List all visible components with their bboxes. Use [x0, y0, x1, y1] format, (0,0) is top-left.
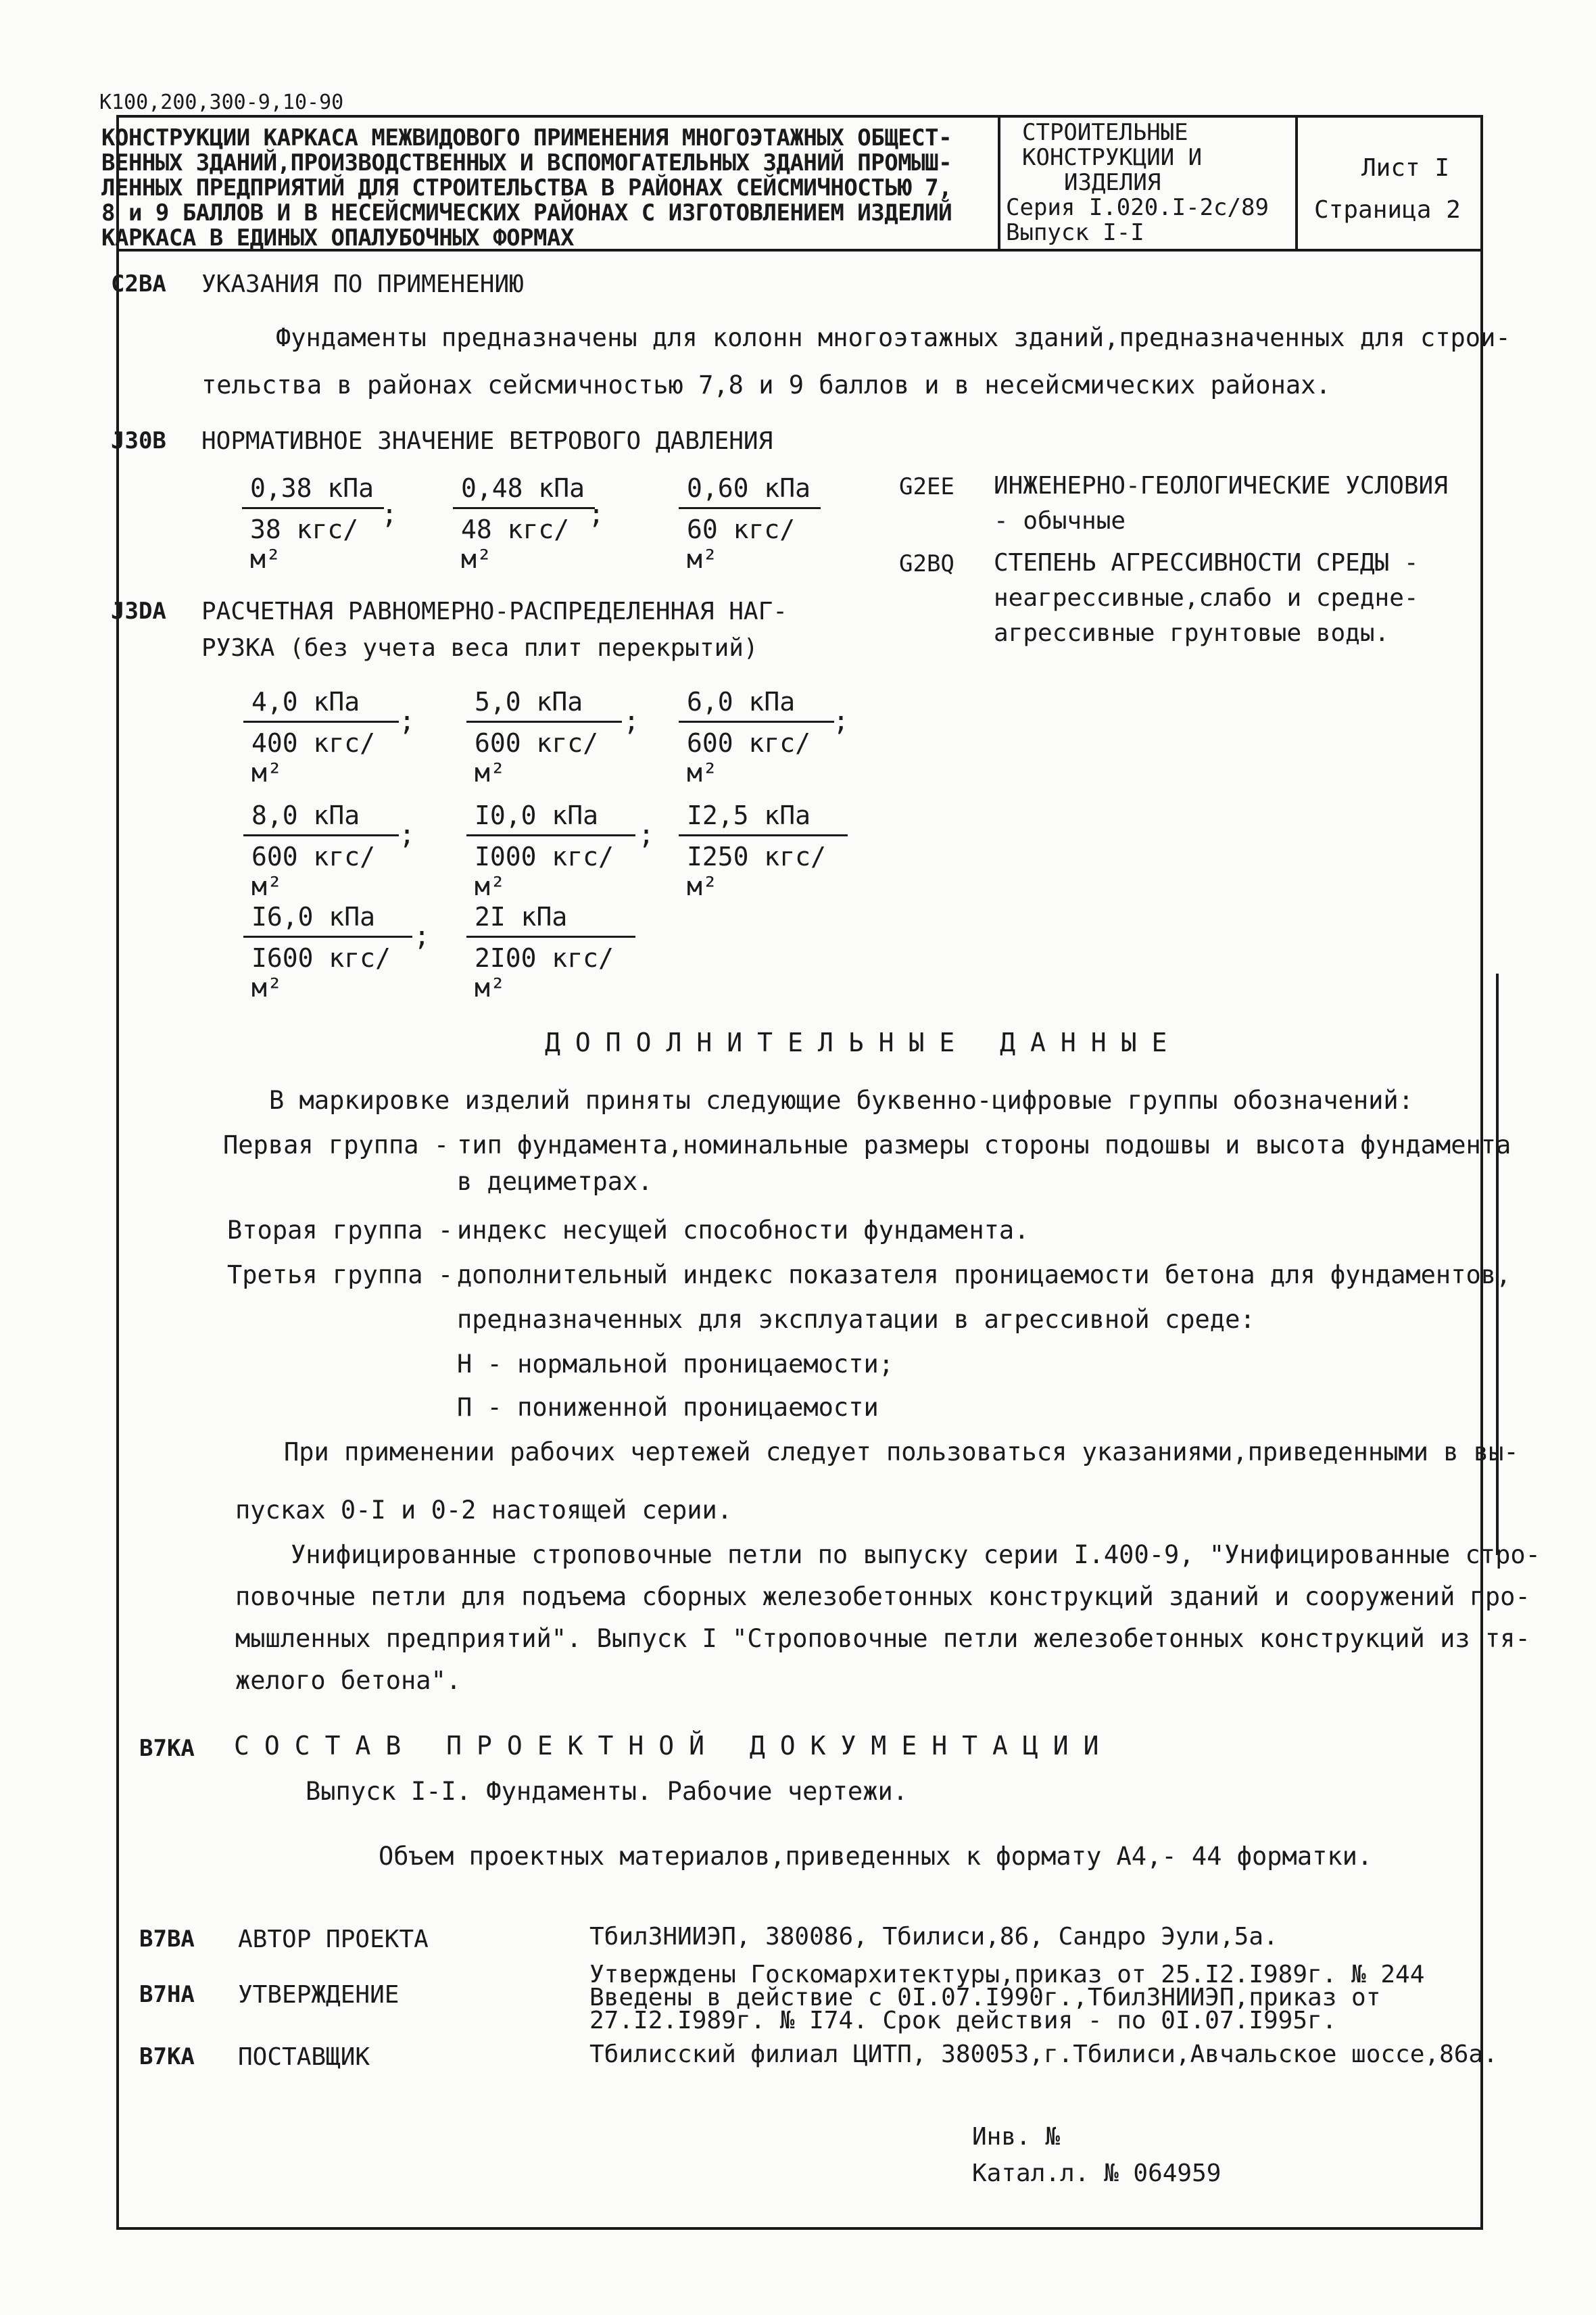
separator: ;	[381, 499, 398, 530]
wind-heading: НОРМАТИВНОЕ ЗНАЧЕНИЕ ВЕТРОВОГО ДАВЛЕНИЯ	[201, 427, 773, 455]
author-code: B7BA	[139, 1926, 195, 1953]
sheet-number: Лист I	[1361, 154, 1450, 182]
approval-label: УТВЕРЖДЕНИЕ	[238, 1981, 400, 2009]
load-value-kpa: 2I кПа	[475, 902, 568, 932]
geo-value: - обычные	[994, 507, 1126, 535]
separator: ;	[638, 819, 655, 851]
load-value-kgs: I000 кгс/м²	[475, 842, 614, 901]
load-heading: РУЗКА (без учета веса плит перекрытий)	[201, 634, 758, 662]
fraction-bar	[466, 834, 635, 836]
composition-line: Объем проектных материалов,приведенных к формату А4,- 44 форматки.	[379, 1842, 1373, 1871]
category-line: КОНСТРУКЦИИ И	[1022, 144, 1203, 171]
wind-value	[679, 473, 821, 574]
author-label: АВТОР ПРОЕКТА	[238, 1926, 429, 1953]
load-value	[679, 801, 848, 901]
load-value-kpa: 4,0 кПа	[251, 687, 360, 717]
wind-value-kpa: 0,38 кПа	[250, 473, 374, 503]
group-description: в дециметрах.	[457, 1167, 653, 1196]
composition-code: B7KA	[139, 1735, 195, 1762]
additional-data-heading: ДОПОЛНИТЕЛЬНЫЕ ДАННЫЕ	[545, 1028, 1182, 1057]
paragraph-line: пусках 0-I и 0-2 настоящей серии.	[235, 1496, 733, 1525]
page-number: Страница 2	[1314, 196, 1461, 224]
group-description: П - пониженной проницаемости	[457, 1393, 879, 1422]
separator: ;	[399, 819, 416, 851]
paragraph-line: мышленных предприятий". Выпуск I "Строповочные петли железобетонных конструкций из тя-	[235, 1624, 1530, 1653]
supplier-label: ПОСТАВЩИК	[238, 2043, 370, 2071]
load-value-kgs: 400 кгс/м²	[251, 728, 376, 788]
load-value-kgs: I600 кгс/м²	[251, 943, 391, 1003]
load-value-kpa: 5,0 кПа	[475, 687, 583, 717]
paragraph-line: Унифицированные строповочные петли по выпуску серии I.400-9, "Унифицированные стро-	[291, 1540, 1541, 1569]
separator: ;	[414, 921, 431, 952]
composition-line: Выпуск I-I. Фундаменты. Рабочие чертежи.	[306, 1777, 909, 1806]
group-description: Н - нормальной проницаемости;	[457, 1350, 894, 1379]
load-value-kpa: 6,0 кПа	[687, 687, 796, 717]
category-line: ИЗДЕЛИЯ	[1064, 169, 1161, 196]
separator: ;	[399, 706, 416, 737]
fraction-bar	[243, 936, 412, 938]
approval-text	[589, 1963, 1424, 2032]
header-title-line: ВЕННЫХ ЗДАНИЙ,ПРОИЗВОДСТВЕННЫХ И ВСПОМОГАТЕЛЬНЫХ ЗДАНИЙ ПРОМЫШ-	[101, 149, 952, 176]
supplier-value: Тбилисский филиал ЦИТП, 380053,г.Тбилиси,Авчальское шоссе,86а.	[589, 2040, 1498, 2068]
load-code: J3DA	[111, 598, 166, 625]
load-value-kgs: 600 кгс/м²	[251, 842, 376, 901]
load-value-kpa: I6,0 кПа	[251, 902, 376, 932]
paragraph-line: При применении рабочих чертежей следует пользоваться указаниями,приведенными в вы-	[284, 1437, 1519, 1466]
paragraph-line: желого бетона".	[235, 1666, 462, 1695]
approval-line: Введены в действие с 0I.07.I990г.,ТбилЗНИИЭП,приказ от	[589, 1984, 1381, 2011]
group-description: индекс несущей способности фундамента.	[457, 1216, 1030, 1245]
approval-code: B7HA	[139, 1981, 195, 2008]
load-value-kgs: 600 кгс/м²	[687, 728, 811, 788]
aggressiveness-heading: СТЕПЕНЬ АГРЕССИВНОСТИ СРЕДЫ -	[994, 549, 1419, 577]
fraction-bar	[466, 936, 635, 938]
group-label: Вторая группа -	[227, 1216, 454, 1245]
issue-label: Выпуск I-I	[1006, 219, 1144, 246]
header-title-line: КОНСТРУКЦИИ КАРКАСА МЕЖВИДОВОГО ПРИМЕНЕНИЯ МНОГОЭТАЖНЫХ ОБЩЕСТ-	[101, 124, 952, 151]
load-value	[466, 801, 635, 901]
load-value	[243, 801, 399, 901]
load-value	[466, 902, 635, 1003]
header-title-line: 8 и 9 БАЛЛОВ И В НЕСЕЙСМИЧЕСКИХ РАЙОНАХ С ИЗГОТОВЛЕНИЕМ ИЗДЕЛИЙ	[101, 199, 952, 226]
inventory-number: Инв. №	[972, 2123, 1061, 2151]
usage-line: Фундаменты предназначены для колонн многоэтажных зданий,предназначенных для строи-	[276, 323, 1511, 352]
wind-code: J30B	[111, 427, 166, 454]
load-value	[243, 902, 412, 1003]
group-label: Третья группа -	[227, 1260, 454, 1289]
fraction-bar	[679, 507, 821, 509]
fraction-bar	[243, 721, 399, 723]
wind-value	[453, 473, 595, 574]
wind-value-kgs: 38 кгс/м²	[250, 515, 359, 574]
load-value-kpa: 8,0 кПа	[251, 801, 360, 830]
approval-line: Утверждены Госкомархитектуры,приказ от 25.I2.I989г. № 244	[589, 1961, 1425, 1988]
fraction-bar	[466, 721, 622, 723]
author-value: ТбилЗНИИЭП, 380086, Тбилиси,86, Сандро Эули,5а.	[589, 1923, 1278, 1951]
load-value-kgs: 600 кгс/м²	[475, 728, 599, 788]
aggressiveness-line: неагрессивные,слабо и средне-	[994, 584, 1419, 612]
load-value-kgs: 2I00 кгс/м²	[475, 943, 614, 1003]
geo-code: G2EE	[899, 473, 954, 500]
header-title-line: КАРКАСА В ЕДИНЫХ ОПАЛУБОЧНЫХ ФОРМАХ	[101, 224, 574, 252]
fraction-bar	[243, 834, 399, 836]
group-label: Первая группа -	[223, 1130, 450, 1160]
category-line: СТРОИТЕЛЬНЫЕ	[1022, 119, 1188, 146]
load-value-kpa: I2,5 кПа	[687, 801, 811, 830]
wind-value	[242, 473, 384, 574]
header-title	[101, 126, 952, 251]
separator: ;	[588, 499, 605, 530]
separator: ;	[833, 706, 850, 737]
fraction-bar	[679, 721, 834, 723]
load-value-kpa: I0,0 кПа	[475, 801, 599, 830]
wind-value-kgs: 48 кгс/м²	[461, 515, 570, 574]
approval-line: 27.I2.I989г. № I74. Срок действия - по 0I.07.I995г.	[589, 2007, 1337, 2034]
load-heading: РАСЧЕТНАЯ РАВНОМЕРНО-РАСПРЕДЕЛЕННАЯ НАГ-	[201, 598, 788, 625]
header-category	[1006, 120, 1297, 245]
wind-value-kpa: 0,48 кПа	[461, 473, 585, 503]
aggressiveness-code: G2BQ	[899, 550, 954, 577]
series-label: Серия I.020.I-2с/89	[1006, 194, 1269, 221]
document-code: К100,200,300-9,10-90	[99, 91, 344, 114]
group-description: дополнительный индекс показателя проницаемости бетона для фундаментов,	[457, 1260, 1512, 1289]
wind-value-kgs: 60 кгс/м²	[687, 515, 796, 574]
supplier-code: B7KA	[139, 2043, 195, 2070]
usage-code: C2BA	[111, 270, 166, 297]
catalog-number: Катал.л. № 064959	[972, 2159, 1222, 2187]
fraction-bar	[242, 507, 384, 509]
load-value	[466, 687, 622, 788]
fraction-bar	[679, 834, 848, 836]
geo-heading: ИНЖЕНЕРНО-ГЕОЛОГИЧЕСКИЕ УСЛОВИЯ	[994, 472, 1448, 500]
usage-heading: УКАЗАНИЯ ПО ПРИМЕНЕНИЮ	[201, 270, 524, 298]
load-value	[679, 687, 834, 788]
fraction-bar	[453, 507, 595, 509]
composition-heading: СОСТАВ ПРОЕКТНОЙ ДОКУМЕНТАЦИИ	[234, 1731, 1114, 1761]
wind-value-kpa: 0,60 кПа	[687, 473, 811, 503]
load-value	[243, 687, 399, 788]
usage-line: тельства в районах сейсмичностью 7,8 и 9 баллов и в несейсмических районах.	[201, 371, 1331, 400]
header-title-line: ЛЕННЫХ ПРЕДПРИЯТИЙ ДЛЯ СТРОИТЕЛЬСТВА В РАЙОНАХ СЕЙСМИЧНОСТЬЮ 7,	[101, 174, 952, 201]
paragraph-line: повочные петли для подъема сборных железобетонных конструкций зданий и сооружений про-	[235, 1582, 1530, 1611]
marking-intro: В маркировке изделий приняты следующие буквенно-цифровые группы обозначений:	[269, 1086, 1413, 1115]
aggressiveness-line: агрессивные грунтовые воды.	[994, 619, 1390, 647]
load-value-kgs: I250 кгс/м²	[687, 842, 826, 901]
group-description: тип фундамента,номинальные размеры стороны подошвы и высота фундамента	[457, 1130, 1512, 1160]
group-description: предназначенных для эксплуатации в агрессивной среде:	[457, 1305, 1255, 1334]
separator: ;	[623, 706, 640, 737]
